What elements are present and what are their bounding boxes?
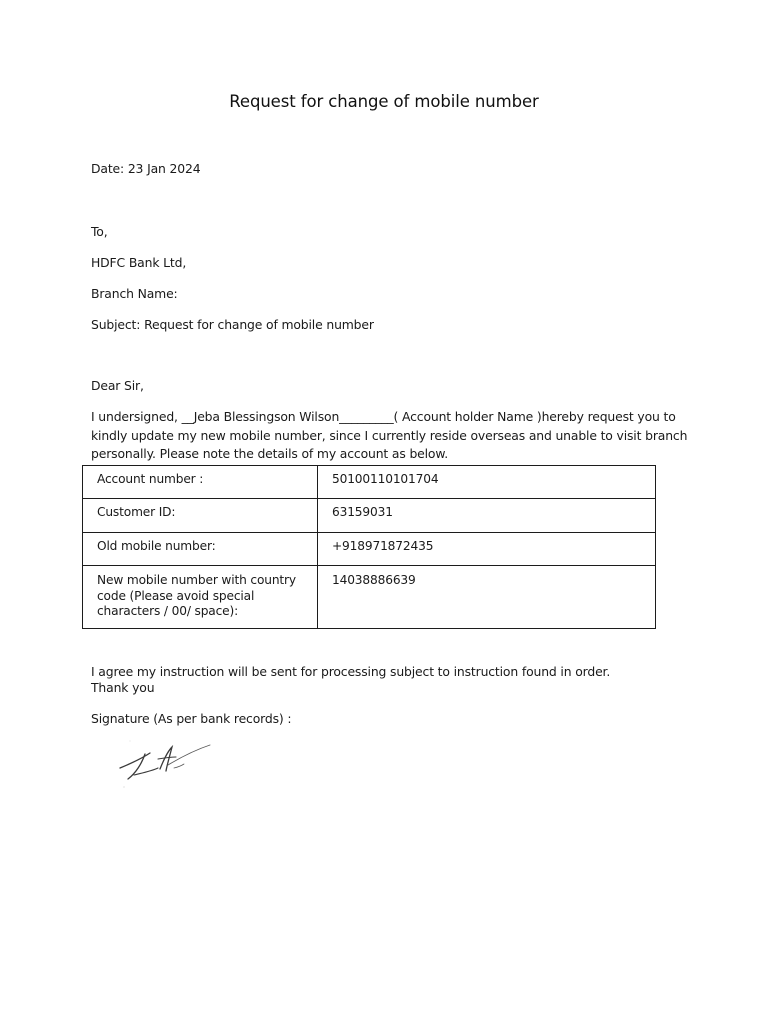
- customer-id-label: Customer ID:: [83, 499, 318, 533]
- date-line: Date: 23 Jan 2024: [91, 161, 201, 176]
- table-row: [83, 466, 656, 499]
- branch-name: Branch Name:: [91, 286, 178, 301]
- account-details-table: [82, 465, 656, 629]
- paragraph-line-3: personally. Please note the details of my account as below.: [91, 446, 448, 461]
- bank-name: HDFC Bank Ltd,: [91, 255, 187, 270]
- table-row: [83, 499, 656, 533]
- paragraph-line-2: kindly update my new mobile number, since I currently reside overseas and unable to visit branch: [91, 427, 688, 443]
- new-mobile-label: New mobile number with country code (Please avoid special characters / 00/ space):: [83, 566, 318, 629]
- paragraph-line-1: I undersigned, __Jeba Blessingson Wilson_________( Account holder Name )hereby request you to: [91, 409, 676, 424]
- addressee-to: To,: [91, 224, 108, 239]
- thanks-line: Thank you: [91, 680, 155, 695]
- agreement-line: I agree my instruction will be sent for processing subject to instruction found in order.: [91, 664, 611, 679]
- salutation: Dear Sir,: [91, 378, 144, 393]
- document-title: Request for change of mobile number: [229, 92, 539, 111]
- request-paragraph: [91, 408, 688, 464]
- table-row: [83, 533, 656, 566]
- new-mobile-value: 14038886639: [318, 566, 656, 629]
- handwritten-signature: [112, 735, 222, 795]
- account-number-value: 50100110101704: [318, 466, 656, 499]
- table-row: [83, 566, 656, 629]
- account-number-label: Account number :: [83, 466, 318, 499]
- old-mobile-label: Old mobile number:: [83, 533, 318, 566]
- signature-label: Signature (As per bank records) :: [91, 711, 292, 726]
- subject-line: Subject: Request for change of mobile number: [91, 317, 374, 332]
- old-mobile-value: +918971872435: [318, 533, 656, 566]
- customer-id-value: 63159031: [318, 499, 656, 533]
